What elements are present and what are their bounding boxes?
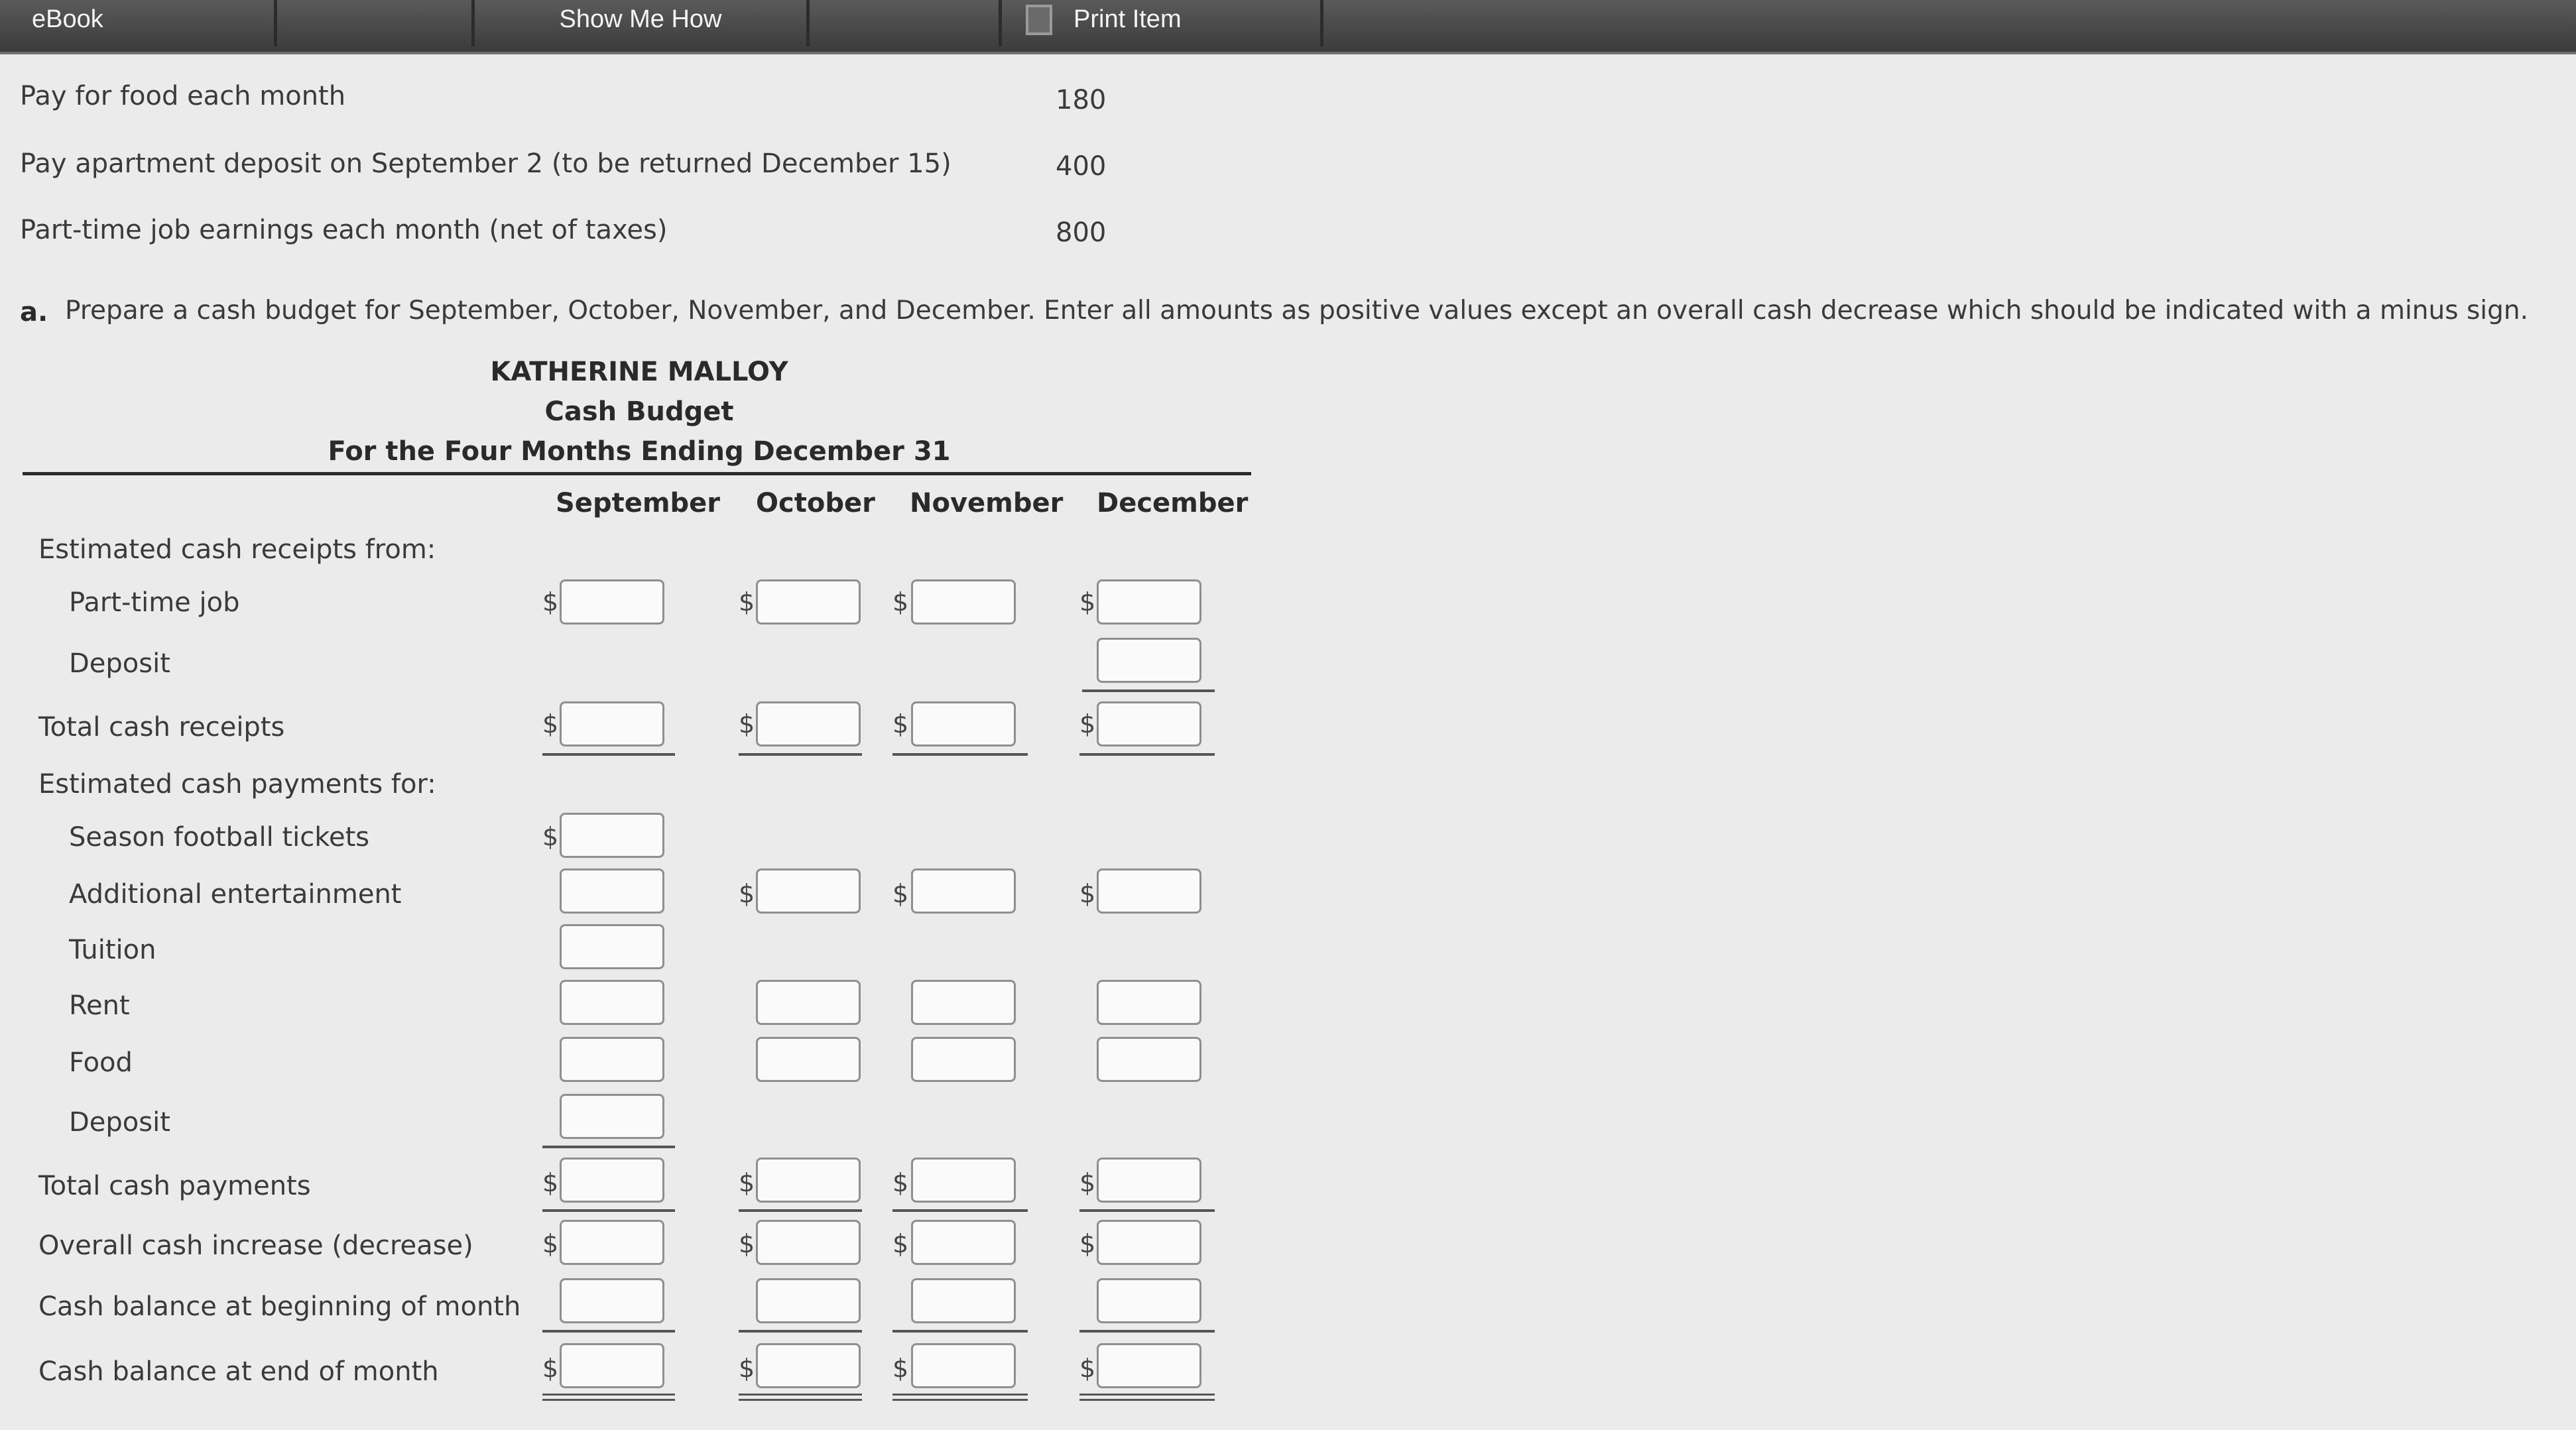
dollar-sign: $ [1079, 587, 1096, 617]
dec-part-time-job-input[interactable] [1097, 579, 1201, 625]
dollar-sign: $ [542, 709, 559, 739]
underline [1079, 1209, 1215, 1212]
dollar-sign: $ [892, 709, 909, 739]
dec-rent-input[interactable] [1097, 980, 1201, 1025]
heading-rule [23, 472, 1251, 475]
column-header-october: October [756, 488, 875, 518]
underline [542, 1146, 675, 1148]
sep-ending-balance-input[interactable] [560, 1343, 664, 1388]
given-label: Pay apartment deposit on September 2 (to be returned December 15) [20, 149, 951, 179]
underline [892, 1330, 1028, 1333]
sep-entertainment-input[interactable] [560, 868, 664, 914]
underline [1079, 1330, 1215, 1333]
toolbar-blank-tab[interactable] [810, 0, 1002, 46]
nov-total-receipts-input[interactable] [911, 701, 1016, 746]
row-label-net-change: Overall cash increase (decrease) [38, 1230, 473, 1261]
underline [542, 1330, 675, 1333]
toolbar [0, 0, 2576, 54]
dec-net-change-input[interactable] [1097, 1220, 1201, 1265]
dec-total-payments-input[interactable] [1097, 1158, 1201, 1203]
dollar-sign: $ [739, 1168, 755, 1197]
underline [739, 1330, 862, 1333]
sep-part-time-job-input[interactable] [560, 579, 664, 625]
given-value: 400 [1056, 151, 1107, 182]
dollar-sign: $ [542, 1168, 559, 1197]
dollar-sign: $ [739, 1229, 755, 1258]
oct-food-input[interactable] [756, 1037, 861, 1082]
sep-total-receipts-input[interactable] [560, 701, 664, 746]
underline [739, 753, 862, 756]
nov-beginning-balance-input[interactable] [911, 1278, 1016, 1323]
dollar-sign: $ [1079, 879, 1096, 908]
double-underline [1079, 1399, 1215, 1401]
dec-beginning-balance-input[interactable] [1097, 1278, 1201, 1323]
underline [1082, 689, 1215, 692]
underline [892, 1209, 1028, 1212]
sep-beginning-balance-input[interactable] [560, 1278, 664, 1323]
ebook-button[interactable]: eBook [0, 0, 277, 46]
oct-net-change-input[interactable] [756, 1220, 861, 1265]
oct-ending-balance-input[interactable] [756, 1343, 861, 1388]
row-label: Tuition [69, 935, 156, 965]
nov-rent-input[interactable] [911, 980, 1016, 1025]
instruction-text: Prepare a cash budget for September, October, November, and December. Enter all amounts as positive values except an overall cash decrease which should be indicated with a minus sign. [65, 296, 2528, 326]
print-item-label: Print Item [1073, 5, 1182, 33]
dollar-sign: $ [892, 1354, 909, 1383]
column-header-september: September [556, 488, 720, 518]
double-underline [892, 1394, 1028, 1396]
dollar-sign: $ [892, 1168, 909, 1197]
nov-net-change-input[interactable] [911, 1220, 1016, 1265]
column-header-november: November [910, 488, 1064, 518]
sep-deposit-payment-input[interactable] [560, 1094, 664, 1139]
row-label-total-payments: Total cash payments [38, 1171, 311, 1201]
oct-total-payments-input[interactable] [756, 1158, 861, 1203]
print-item-button[interactable] [1002, 0, 1323, 46]
row-label: Food [69, 1047, 133, 1078]
given-label: Part-time job earnings each month (net of taxes) [20, 215, 668, 245]
oct-beginning-balance-input[interactable] [756, 1278, 861, 1323]
sep-rent-input[interactable] [560, 980, 664, 1025]
underline [542, 1209, 675, 1212]
oct-part-time-job-input[interactable] [756, 579, 861, 625]
row-label: Additional entertainment [69, 879, 402, 910]
underline [542, 753, 675, 756]
toolbar-blank-tab[interactable] [280, 0, 475, 46]
row-label-beginning-balance: Cash balance at beginning of month [38, 1291, 521, 1322]
row-label: Rent [69, 990, 130, 1021]
printer-icon [1026, 5, 1052, 35]
dec-food-input[interactable] [1097, 1037, 1201, 1082]
sep-tuition-input[interactable] [560, 924, 664, 969]
sep-food-input[interactable] [560, 1037, 664, 1082]
dollar-sign: $ [1079, 1354, 1096, 1383]
show-me-how-button[interactable]: Show Me How [475, 0, 810, 46]
row-label: Season football tickets [69, 822, 370, 853]
dollar-sign: $ [892, 587, 909, 617]
given-label: Pay for food each month [20, 81, 346, 111]
section-label-payments: Estimated cash payments for: [38, 769, 436, 800]
dollar-sign: $ [1079, 1229, 1096, 1258]
budget-period: For the Four Months Ending December 31 [328, 436, 951, 467]
dollar-sign: $ [739, 1354, 755, 1383]
oct-rent-input[interactable] [756, 980, 861, 1025]
underline [739, 1209, 862, 1212]
dollar-sign: $ [1079, 709, 1096, 739]
double-underline [739, 1394, 862, 1396]
dollar-sign: $ [739, 587, 755, 617]
row-label: Part-time job [69, 587, 240, 618]
given-value: 800 [1056, 217, 1107, 248]
double-underline [892, 1399, 1028, 1401]
dec-entertainment-input[interactable] [1097, 868, 1201, 914]
double-underline [739, 1399, 862, 1401]
oct-total-receipts-input[interactable] [756, 701, 861, 746]
row-label-total-receipts: Total cash receipts [38, 712, 285, 743]
dec-deposit-receipt-input[interactable] [1097, 638, 1201, 683]
column-header-december: December [1097, 488, 1249, 518]
row-label: Deposit [69, 648, 170, 679]
nov-food-input[interactable] [911, 1037, 1016, 1082]
nov-part-time-job-input[interactable] [911, 579, 1016, 625]
dollar-sign: $ [542, 587, 559, 617]
dec-ending-balance-input[interactable] [1097, 1343, 1201, 1388]
oct-entertainment-input[interactable] [756, 868, 861, 914]
nov-ending-balance-input[interactable] [911, 1343, 1016, 1388]
budget-name: KATHERINE MALLOY [490, 357, 788, 387]
nov-entertainment-input[interactable] [911, 868, 1016, 914]
sep-football-tickets-input[interactable] [560, 813, 664, 858]
double-underline [542, 1399, 675, 1401]
dollar-sign: $ [739, 709, 755, 739]
double-underline [1079, 1394, 1215, 1396]
row-label: Deposit [69, 1107, 170, 1138]
instruction-prefix: a. [20, 297, 48, 328]
sep-net-change-input[interactable] [560, 1220, 664, 1265]
dollar-sign: $ [1079, 1168, 1096, 1197]
sep-total-payments-input[interactable] [560, 1158, 664, 1203]
dec-total-receipts-input[interactable] [1097, 701, 1201, 746]
underline [1079, 753, 1215, 756]
underline [892, 753, 1028, 756]
dollar-sign: $ [739, 879, 755, 908]
row-label-ending-balance: Cash balance at end of month [38, 1356, 439, 1387]
dollar-sign: $ [892, 1229, 909, 1258]
dollar-sign: $ [542, 822, 559, 851]
budget-title: Cash Budget [544, 396, 734, 427]
dollar-sign: $ [542, 1229, 559, 1258]
given-value: 180 [1056, 85, 1107, 115]
dollar-sign: $ [542, 1354, 559, 1383]
section-label-receipts: Estimated cash receipts from: [38, 534, 436, 565]
nov-total-payments-input[interactable] [911, 1158, 1016, 1203]
dollar-sign: $ [892, 879, 909, 908]
double-underline [542, 1394, 675, 1396]
